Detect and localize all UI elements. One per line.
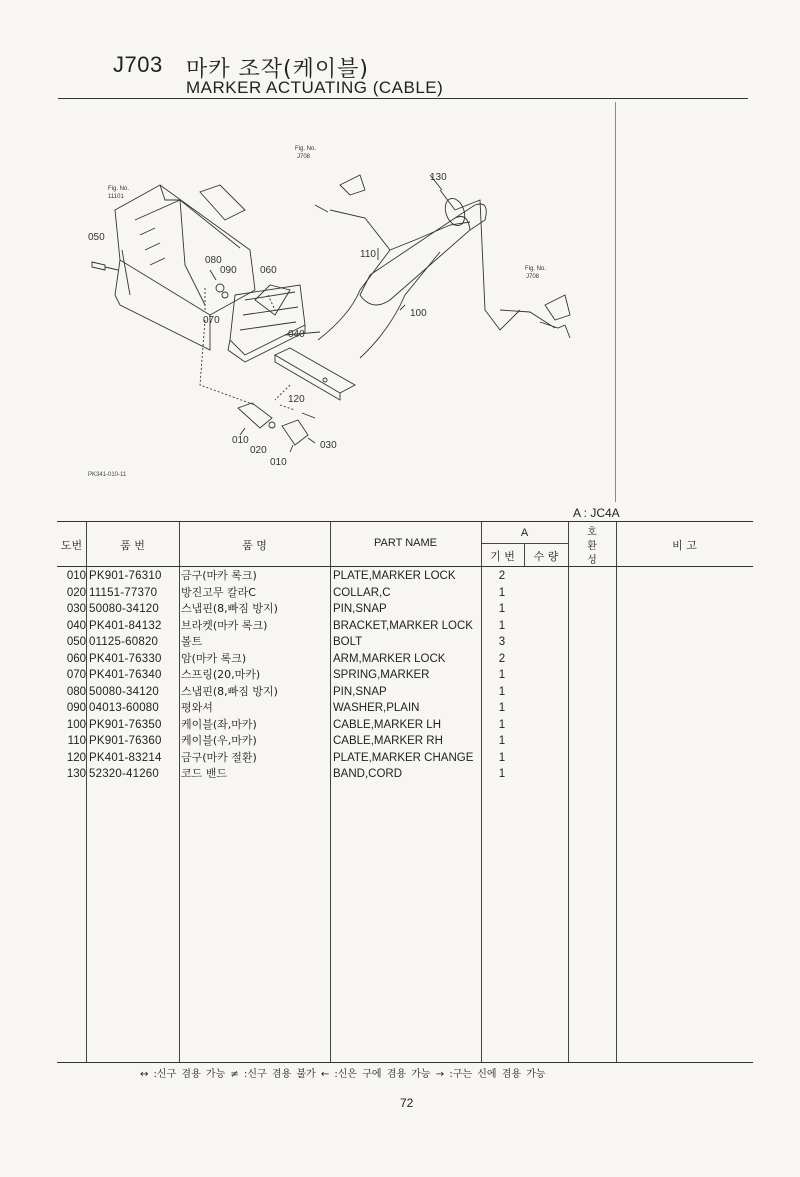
callout-130: 130 xyxy=(430,172,447,183)
plate-010-b xyxy=(282,420,308,445)
svg-text:J708 xyxy=(526,274,540,280)
table-row xyxy=(57,601,753,618)
variant-label: A : JC4A xyxy=(573,506,620,520)
svg-text:Fig. No. xyxy=(525,266,546,272)
section-title-korean: 마카 조작(케이블) xyxy=(186,57,369,82)
part-ref-no: 060 xyxy=(66,652,86,665)
table-row xyxy=(57,733,753,750)
plate-120 xyxy=(275,348,355,393)
part-ref-no: 050 xyxy=(66,636,86,648)
part-name-korean: 금구(마카 록크) xyxy=(181,569,257,582)
part-ref-no: 010 xyxy=(66,570,86,582)
part-name-english: PLATE,MARKER LOCK xyxy=(333,570,456,582)
part-quantity: 1 xyxy=(498,603,506,615)
header-bottom-rule xyxy=(57,566,753,567)
callout-050: 050 xyxy=(88,232,105,243)
part-name-english: CABLE,MARKER LH xyxy=(333,718,442,731)
part-number: 50080-34120 xyxy=(89,685,159,698)
fig-ref-number: J708 xyxy=(526,274,540,280)
part-ref-no: 110 xyxy=(67,735,86,747)
part-name-english: BOLT xyxy=(333,636,363,648)
part-number: PK401-76340 xyxy=(89,669,162,681)
part-name-korean: 케이블(우,마카) xyxy=(181,734,257,747)
callout-010: 010 xyxy=(232,435,249,446)
plate-010-a xyxy=(238,403,272,428)
part-name-korean: 케이블(좌,마카) xyxy=(181,717,257,731)
table-row xyxy=(57,684,753,701)
callout-120: 120 xyxy=(288,394,305,405)
fig-ref-label: Fig. No. xyxy=(108,186,130,192)
part-quantity: 1 xyxy=(498,718,506,731)
part-number: PK401-83214 xyxy=(89,751,162,764)
part-ref-no: 130 xyxy=(66,768,86,780)
header-basic: 기 번 xyxy=(490,550,515,563)
part-ref-no: 040 xyxy=(66,619,86,632)
part-quantity: 1 xyxy=(498,685,506,698)
table-row xyxy=(57,585,753,602)
part-name-korean: 암(마카 록크) xyxy=(181,651,247,665)
table-row xyxy=(57,750,753,767)
part-name-korean: 평와셔 xyxy=(181,701,213,714)
table-row xyxy=(57,667,753,684)
callout-020: 020 xyxy=(250,445,267,456)
cable-110 xyxy=(318,250,390,340)
part-name-english: BRACKET,MARKER LOCK xyxy=(333,619,473,632)
band-130 xyxy=(442,196,468,228)
part-number: PK401-84132 xyxy=(89,619,162,632)
fig-ref-label: Fig. No. xyxy=(525,266,547,272)
part-name-english: ARM,MARKER LOCK xyxy=(333,652,446,665)
part-name-english: WASHER,PLAIN xyxy=(333,702,420,714)
page-number: 72 xyxy=(400,1096,414,1110)
part-name-english: PIN,SNAP xyxy=(333,685,387,698)
part-name-korean: 금구(마카 절환) xyxy=(181,750,257,764)
callout-070: 070 xyxy=(203,315,220,326)
part-name-english: PIN,SNAP xyxy=(333,603,387,615)
part-quantity: 1 xyxy=(498,768,506,780)
compatibility-legend: ↔ :신구 겸용 가능 ≠ :신구 겸용 불가 ← :신은 구에 겸용 가능 → :구는 신에 겸용 가능 xyxy=(140,1069,546,1080)
callout-060: 060 xyxy=(260,265,277,276)
part-quantity: 1 xyxy=(498,735,506,747)
table-row xyxy=(57,717,753,734)
part-quantity: 1 xyxy=(498,619,506,632)
svg-text:11101 xyxy=(108,194,124,200)
part-ref-no: 090 xyxy=(66,702,86,714)
callout-110: 110 xyxy=(360,249,376,260)
title-rule xyxy=(58,98,748,99)
svg-text:Fig. No. xyxy=(108,186,129,192)
part-quantity: 1 xyxy=(498,751,506,764)
table-row xyxy=(57,766,753,783)
svg-text:J708 xyxy=(297,154,311,160)
header-name-en: PART NAME xyxy=(374,537,437,549)
part-name-korean: 코드 밴드 xyxy=(181,767,228,780)
part-number: 52320-41260 xyxy=(89,768,159,780)
header-name-ko: 품 명 xyxy=(242,539,267,552)
part-number: PK901-76350 xyxy=(89,718,162,731)
callout-100: 100 xyxy=(410,308,427,319)
part-name-english: BAND,CORD xyxy=(333,768,403,780)
table-row xyxy=(57,651,753,668)
part-ref-no: 080 xyxy=(66,685,86,698)
header-no: 도번 xyxy=(60,539,83,552)
header-compat: 호 xyxy=(587,527,597,538)
part-number: 50080-34120 xyxy=(89,603,159,615)
header-subrule xyxy=(481,543,568,544)
header-qty: 수 량 xyxy=(533,550,559,563)
part-ref-no: 070 xyxy=(66,669,86,681)
part-name-korean: 방진고무 칼라C xyxy=(181,585,256,599)
part-ref-no: 120 xyxy=(66,751,86,764)
section-title-english: MARKER ACTUATING (CABLE) xyxy=(186,78,444,97)
part-name-korean: 스냅핀(8,빠짐 방지) xyxy=(181,602,278,615)
exploded-parts-diagram xyxy=(60,100,640,510)
callout-030: 030 xyxy=(320,440,337,451)
part-name-english: SPRING,MARKER xyxy=(333,669,430,681)
part-number: PK401-76330 xyxy=(89,652,162,665)
part-quantity: 3 xyxy=(498,636,506,648)
part-name-english: PLATE,MARKER CHANGE xyxy=(333,751,474,764)
part-name-english: CABLE,MARKER RH xyxy=(333,735,443,747)
part-name-english: COLLAR,C xyxy=(333,586,391,599)
part-quantity: 1 xyxy=(498,669,506,681)
part-quantity: 1 xyxy=(498,702,506,714)
diagram-code: PK341-010-11 xyxy=(88,472,127,478)
header-compat: 환 xyxy=(587,541,597,552)
part-ref-no: 030 xyxy=(66,603,86,615)
table-row xyxy=(57,568,753,585)
fig-ref-number: 11101 xyxy=(108,194,124,200)
part-name-korean: 볼트 xyxy=(181,635,203,648)
header-part-no: 품 번 xyxy=(120,539,145,552)
part-ref-no: 100 xyxy=(66,718,86,731)
part-number: PK901-76310 xyxy=(89,570,162,582)
part-number: 11151-77370 xyxy=(89,586,158,599)
part-name-korean: 스냅핀(8,빠짐 방지) xyxy=(181,684,278,698)
callout-010: 010 xyxy=(270,457,287,468)
part-quantity: 1 xyxy=(498,586,506,599)
cable-sheath xyxy=(360,217,470,305)
part-quantity: 2 xyxy=(498,570,506,582)
section-code: J703 xyxy=(113,52,163,77)
header-group: A xyxy=(520,527,529,539)
header-remarks: 비 고 xyxy=(672,539,697,552)
parts-table xyxy=(57,521,753,1063)
table-row xyxy=(57,618,753,635)
part-name-korean: 브라켓(마카 록크) xyxy=(181,618,268,632)
table-row xyxy=(57,700,753,717)
bolt-050 xyxy=(92,262,105,270)
table-row xyxy=(57,634,753,651)
callout-090: 090 xyxy=(220,265,237,276)
fig-ref-label: Fig. No. xyxy=(295,146,317,152)
svg-text:Fig. No. xyxy=(295,146,316,152)
callout-040: 040 xyxy=(288,329,305,340)
part-number: 01125-60820 xyxy=(89,636,159,648)
callout-080: 080 xyxy=(205,255,222,266)
header-compat: 성 xyxy=(587,555,597,566)
part-name-korean: 스프링(20,마카) xyxy=(181,668,261,681)
part-ref-no: 020 xyxy=(66,586,86,599)
part-number: 04013-60080 xyxy=(89,702,159,714)
fig-ref-number: J708 xyxy=(297,154,311,160)
part-number: PK901-76360 xyxy=(89,735,162,747)
part-quantity: 2 xyxy=(498,652,506,665)
bracket-040 xyxy=(230,285,305,355)
